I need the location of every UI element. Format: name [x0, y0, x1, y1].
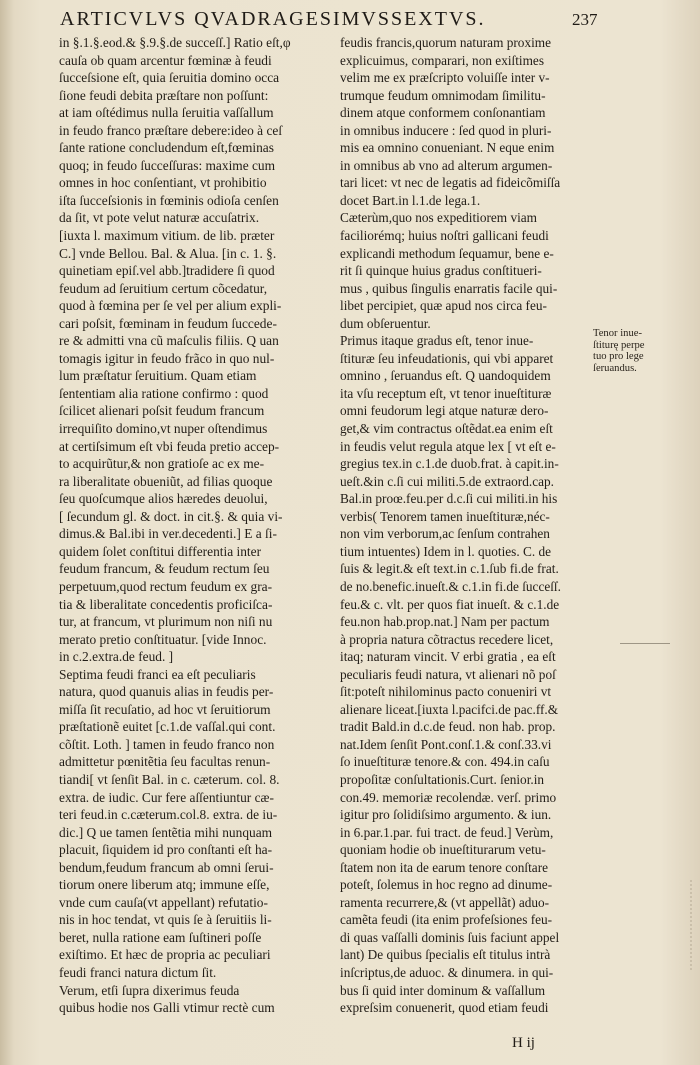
text-line: placuit, ſiquidem id pro conſtanti eſt ha- [59, 842, 273, 858]
text-line: cõſtit. Loth. ] tamen in feudo franco non [59, 736, 275, 752]
text-line: at certiſsimum eſt vbi feuda pretio accep- [59, 438, 280, 454]
running-head: ARTICVLVS QVADRAGESIMVSSEXTVS. [60, 8, 486, 30]
text-line: lant) De quibus ſpecialis eſt titulus intrà [340, 947, 551, 963]
text-line: gregius tex.in c.1.de duob.frat. à capit.in- [340, 456, 559, 472]
text-line: igitur pro ſolidiſsimo argumento. & iun. [340, 807, 552, 823]
text-line: in feudis velut regula atque lex [ vt eſt e- [340, 438, 556, 454]
text-line: expreſsim conuenerit, quod etiam feudi [340, 1000, 549, 1016]
text-line: exiſtimo. Et hæc de propria ac peculiari [59, 947, 271, 963]
text-line: lum præſtatur ſeruitium. Quam etiam [59, 368, 257, 384]
text-line: teri feud.in c.cæterum.col.8. extra. de iu- [59, 807, 278, 823]
text-line: omni feudorum legi atque naturæ dero- [340, 403, 549, 419]
text-line: quidem ſolet conſtitui differentia inter [59, 543, 262, 559]
text-line: quinetiam epiſ.vel abb.]tradidere ſi quod [59, 263, 275, 279]
left-text-column [59, 34, 319, 1017]
text-line: poteſt, ſolemus in hoc regno ad dinume- [340, 877, 553, 893]
text-line: tiorum onere liberum atq; immune eſſe, [59, 877, 270, 893]
text-line: at iam oſtédimus nulla ſeruitia vaſſallum [59, 105, 274, 121]
text-line: feu.non hab.prop.nat.] Nam per pactum [340, 614, 550, 630]
text-line: admittetur pœnitẽtia ſeu facultas renun- [59, 754, 271, 770]
text-line: nat.Idem ſenſit Pont.conſ.1.& conſ.33.vi [340, 736, 552, 752]
text-line: ſeu quoſcumque alios hæredes deuolui, [59, 491, 268, 507]
text-line: ramenta recurrere,& (vt appellãt) aduo- [340, 894, 550, 910]
text-line: ſuis & legit.& eſt text.in c.1.ſub fi.de frat. [340, 561, 559, 577]
signature-mark: H ij [512, 1035, 535, 1051]
text-line: C.] vnde Bellou. Bal. & Alua. [in c. 1. §. [59, 245, 277, 261]
text-line: Verum, etſi ſupra dixerimus feuda [59, 982, 240, 998]
margin-note [593, 328, 693, 374]
text-line: vnde cum cauſa(vt appellant) refutatio- [59, 894, 268, 910]
text-line: ſucceſsione eſt, quia ſeruitia domino occa [59, 70, 280, 86]
text-line: Septima feudi franci ea eſt peculiaris [59, 666, 256, 682]
text-line: feudum ad ſeruitium certum cõcedatur, [59, 280, 268, 296]
text-line: itaq; naturam vincit. V erbi gratia , ea eſt [340, 649, 556, 665]
text-line: in omnibus inducere : ſed quod in pluri- [340, 122, 552, 138]
margin-note-line: Tenor inue- [593, 328, 642, 339]
text-line: ſententiam alia ratione confirmo : quod [59, 385, 269, 401]
text-line: tomagis igitur in feudo frãco in quo nul- [59, 350, 275, 366]
text-line: trumque feudum omnimodam ſimilitu- [340, 87, 546, 103]
text-line: cari poſsit, fœminam in feudum ſuccede- [59, 315, 277, 331]
text-line: con.49. memoriæ recolendæ. verſ. primo [340, 789, 557, 805]
text-line: miſſa ſit recuſatio, ad hoc vt ſeruitiorum [59, 701, 271, 717]
right-text-column [340, 34, 594, 1017]
text-line: feudis francis,quorum naturam proxime [340, 35, 552, 50]
text-line: iſta ſucceſsionis in fœminis odioſa cenſen [59, 192, 279, 208]
text-line: dum obſeruentur. [340, 315, 431, 331]
text-line: irrequiſito domino,vt nuper oſtendimus [59, 421, 268, 437]
text-line: ſione feudi debita præſtare non poſſunt: [59, 87, 269, 103]
text-line: tiandi[ vt ſenſit Bal. in c. cæterum. col. 8. [59, 771, 280, 787]
text-line: docet Bart.in l.1.de lega.1. [340, 192, 481, 208]
page-number: 237 [572, 10, 598, 29]
text-line: get,& vim contractus oſtẽdat.ea enim eſt [340, 421, 553, 437]
text-line: di quas vaſſalli dominis ſuis faciunt appel [340, 929, 560, 945]
text-line: merato pretio conſtituatur. [vide Innoc. [59, 631, 267, 647]
text-line: bendum,feudum francum ab omni ſerui- [59, 859, 274, 875]
text-line: explicuimus, comparari, non exiſtimes [340, 52, 545, 68]
text-line: rit ſi quinque huius gradus conſtitueri- [340, 263, 542, 279]
text-line: ueſt.&in c.ſi cui militi.5.de extraord.cap. [340, 473, 554, 489]
text-line: to acquirũtur,& non gratioſe ac ex me- [59, 456, 265, 472]
text-line: tium intuentes) Idem in l. quoties. C. de [340, 543, 552, 559]
text-line: bus ſi quid inter dominum & vaſſallum [340, 982, 546, 998]
text-line: libet percipiet, quæ apud nos circa feu- [340, 298, 547, 314]
text-line: Primus itaque gradus eſt, tenor inue- [340, 333, 534, 349]
text-line: nis in hoc tendat, vt quis ſe à ſeruitiis li- [59, 912, 272, 928]
text-line: ra liberalitate obueniũt, ad filias quoque [59, 473, 273, 489]
text-line: in omnibus ab vno ad alterum argumen- [340, 157, 553, 173]
margin-note-line: tuo pro lege [593, 351, 644, 363]
text-line: tur, at francum, vt plurimum non niſi nu [59, 614, 273, 630]
text-line: re & admitti vna cũ maſculis filiis. Q uan [59, 333, 279, 349]
text-line: ſo inueſtituræ tenore.& con. 494.in caſu [340, 754, 550, 770]
text-line: quibus hodie nos Galli vtimur rectè cum [59, 1000, 275, 1016]
margin-rule [620, 643, 670, 644]
text-line: in c.2.extra.de feud. ] [59, 649, 174, 665]
text-line: cauſa ob quam arcentur fœminæ à feudi [59, 52, 272, 68]
text-line: tia & liberalitate concedentis proficiſca- [59, 596, 273, 612]
text-line: perpetuum,quod rectum feudum ex gra- [59, 578, 273, 594]
text-line: alienare liceat.[iuxta l.pacifci.de pac.ff.& [340, 701, 559, 717]
text-line: mis ea omnino conueniant. N eque enim [340, 140, 555, 156]
margin-note-line: ſeruandus. [593, 362, 637, 374]
text-line: à propria natura cõtractus recedere licet, [340, 631, 554, 647]
text-line: [ ſecundum gl. & doct. in cit.§. & quia vi- [59, 508, 283, 524]
text-line: faciliorémq; huius noſtri gallicani feudi [340, 228, 549, 244]
text-line: peculiaris feudi natura, vt alienari nõ poſ [340, 666, 556, 682]
text-line: omnino , ſeruandus eſt. Q uandoquidem [340, 368, 551, 384]
text-line: Bal.in proœ.feu.per d.c.ſi cui militi.in his [340, 491, 558, 507]
text-line: inſcriptus,de aduoc. & dinumera. in qui- [340, 964, 554, 980]
text-line: ſtatem non ita de earum tenore conſtare [340, 859, 549, 875]
text-line: præſtationẽ euitet [c.1.de vaſſal.qui cont. [59, 719, 276, 735]
text-line: quod à fœmina per ſe vel per alium expli- [59, 298, 282, 314]
text-line: quoq; in feudo ſucceſſuras: maxime cum [59, 157, 276, 173]
show-through-bleed [660, 880, 692, 970]
text-line: da ſit, vt pote velut naturæ accuſatrix. [59, 210, 260, 226]
text-line: feudum francum, & feudum rectum ſeu [59, 561, 270, 577]
text-line: ſcilicet alienari poſsit feudum francum [59, 403, 265, 419]
text-line: beret, nulla ratione eam ſuſtineri poſſe [59, 929, 262, 945]
text-line: ſante ratione concludendum eſt,fœminas [59, 140, 274, 156]
text-line: mus , quibus ſingulis enarratis facile qui- [340, 280, 558, 296]
text-line: tari licet: vt nec de legatis ad fideicõmiſſa [340, 175, 561, 191]
text-line: feu.& c. vlt. per quos fiat inueſt. & c.1.de [340, 596, 560, 612]
text-line: in §.1.§.eod.& §.9.§.de succeſſ.] Ratio eſt,φ [59, 35, 291, 50]
text-line: de no.benefic.inueſt.& c.1.in fi.de ſucceſſ. [340, 578, 561, 594]
text-line: dinem atque conformem conſonantiam [340, 105, 546, 121]
text-line: omnes in hoc conſentiant, vt prohibitio [59, 175, 267, 191]
text-line: quoniam hodie ob inueſtiturarum vetu- [340, 842, 546, 858]
text-line: natura, quod quanuis alias in feudis per- [59, 684, 274, 700]
text-line: camẽta feudi (ita enim profeſsiones feu- [340, 912, 553, 928]
text-line: velim me ex præſcripto voluiſſe inter v- [340, 70, 550, 86]
text-line: dic.] Q ue tamen ſentẽtia mihi nunquam [59, 824, 273, 840]
text-line: ſit:poteſt nihilominus pacto conueniri vt [340, 684, 552, 700]
text-line: propoſitæ conſultationis.Curt. ſenior.in [340, 771, 545, 787]
text-line: ita vſu receptum eſt, vt tenor inueſtituræ [340, 385, 552, 401]
text-line: in 6.par.1.par. fui tract. de feud.] Verùm, [340, 824, 554, 840]
text-line: extra. de iudic. Cur fere aſſentiuntur cæ- [59, 789, 274, 805]
text-line: Cæterùm,quo nos expeditiorem viam [340, 210, 538, 226]
text-line: ſtituræ ſeu infeudationis, qui vbi apparet [340, 350, 554, 366]
text-line: feudi franci natura dictum ſit. [59, 964, 217, 980]
text-line: verbis( Tenorem tamen inueſtituræ,néc- [340, 508, 550, 524]
text-line: non vim verborum,ac ſenſum contrahen [340, 526, 550, 542]
text-line: in feudo franco præſtare debere:ideo à ceſ [59, 122, 283, 138]
margin-note-line: ſtiturę perpe [593, 339, 645, 351]
text-line: explicandi methodum ſequamur, bene e- [340, 245, 554, 261]
text-line: tradit Bald.in d.c.de feud. non hab. prop. [340, 719, 556, 735]
text-line: [iuxta l. maximum vitium. de lib. præter [59, 228, 275, 244]
text-line: dimus.& Bal.ibi in ver.decedenti.] E a ſi- [59, 526, 277, 542]
